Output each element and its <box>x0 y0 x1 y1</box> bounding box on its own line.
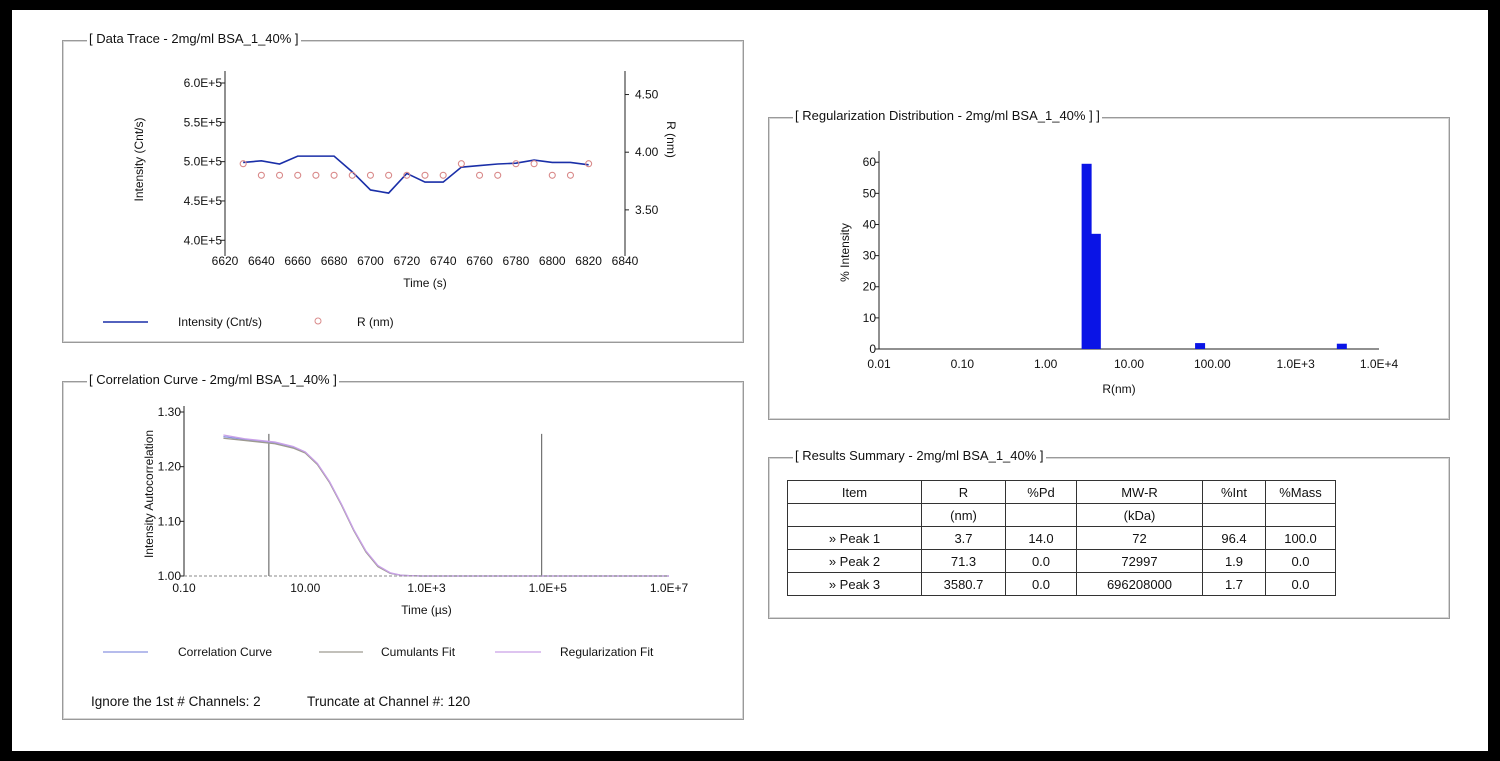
cell: 96.4 <box>1203 527 1266 550</box>
r-point <box>440 172 446 178</box>
distribution-bar <box>1195 343 1205 349</box>
y-axis-label: Intensity Autocorrelation <box>142 429 156 559</box>
cell: 0.0 <box>1006 550 1077 573</box>
cell: » Peak 3 <box>788 573 922 596</box>
cell: » Peak 2 <box>788 550 922 573</box>
cell: 1.9 <box>1203 550 1266 573</box>
x-tick-label: 0.10 <box>172 581 196 595</box>
y-tick-label: 1.00 <box>157 569 181 583</box>
cell: 100.0 <box>1266 527 1336 550</box>
x-axis-label: Time (s) <box>403 276 447 290</box>
distribution-bar <box>1091 234 1101 349</box>
y-tick-label: 5.5E+5 <box>183 115 222 130</box>
x-tick-label: 10.00 <box>290 581 321 595</box>
truncate-channel-text: Truncate at Channel #: 120 <box>307 694 471 709</box>
x-axis-label: Time (µs) <box>401 603 452 617</box>
r-point <box>477 172 483 178</box>
y-axis-label: % Intensity <box>838 223 852 282</box>
unit-mass <box>1266 504 1336 527</box>
r-point <box>295 172 301 178</box>
cell: 0.0 <box>1006 573 1077 596</box>
distribution-bar <box>1337 344 1347 349</box>
cell: 3580.7 <box>922 573 1006 596</box>
cell: 696208000 <box>1077 573 1203 596</box>
x-axis-label: R(nm) <box>1102 382 1136 396</box>
cell: 14.0 <box>1006 527 1077 550</box>
header-mw-r: MW-R <box>1077 481 1203 504</box>
distribution-bar <box>1082 164 1092 349</box>
header-pd: %Pd <box>1006 481 1077 504</box>
y2-tick-label: 4.00 <box>635 145 659 160</box>
unit-item <box>788 504 922 527</box>
x-tick-label: 6740 <box>429 254 457 268</box>
y-tick-label: 1.30 <box>157 405 181 419</box>
y-tick-label: 50 <box>862 186 876 201</box>
x-tick-label: 6680 <box>320 254 348 268</box>
y-tick-label: 40 <box>862 217 876 232</box>
regularization-panel <box>768 108 1450 420</box>
x-tick-label: 6640 <box>248 254 275 268</box>
regularization-title: [ Regularization Distribution - 2mg/ml BSA_1_40% ] ] <box>795 108 1100 123</box>
cell: 72 <box>1077 527 1203 550</box>
cell: 71.3 <box>922 550 1006 573</box>
ignore-channels-text: Ignore the 1st # Channels: 2 <box>91 694 261 709</box>
table-row <box>788 550 1336 573</box>
x-tick-label: 6720 <box>393 254 421 268</box>
r-point <box>258 172 264 178</box>
regularization-chart <box>769 118 1449 419</box>
x-tick-label: 6780 <box>502 254 530 268</box>
r-point <box>549 172 555 178</box>
y-tick-label: 60 <box>862 155 876 170</box>
table-row <box>788 527 1336 550</box>
r-point <box>386 172 392 178</box>
x-tick-label: 6840 <box>611 254 639 268</box>
x-tick-label: 1.0E+7 <box>649 581 689 595</box>
header-item: Item <box>788 481 922 504</box>
unit-pd <box>1006 504 1077 527</box>
legend-label-0: Correlation Curve <box>178 645 273 659</box>
x-tick-label: 6820 <box>575 254 602 268</box>
r-point <box>349 172 355 178</box>
r-point <box>422 172 428 178</box>
y-tick-label: 20 <box>862 279 876 294</box>
legend-r-swatch <box>315 318 321 324</box>
y2-tick-label: 4.50 <box>635 87 659 102</box>
series-line-0 <box>223 437 669 576</box>
y-axis-label: Intensity (Cnt/s) <box>132 117 146 202</box>
y-tick-label: 10 <box>862 310 876 325</box>
x-tick-label: 1.00 <box>1033 357 1058 371</box>
data-trace-panel <box>62 31 744 343</box>
unit-int <box>1203 504 1266 527</box>
table-units-row <box>788 504 1336 527</box>
table-row <box>788 573 1336 596</box>
correlation-title: [ Correlation Curve - 2mg/ml BSA_1_40% ] <box>89 372 337 387</box>
r-point <box>313 172 319 178</box>
y-tick-label: 1.10 <box>157 514 181 529</box>
cell: 0.0 <box>1266 550 1336 573</box>
unit-mw-r: (kDa) <box>1077 504 1203 527</box>
header-mass: %Mass <box>1266 481 1336 504</box>
header-int: %Int <box>1203 481 1266 504</box>
legend-intensity-label: Intensity (Cnt/s) <box>178 315 263 329</box>
x-tick-label: 10.00 <box>1113 357 1145 371</box>
y2-axis-label: R (nm) <box>664 121 678 158</box>
series-line-1 <box>223 438 669 576</box>
y-tick-label: 5.0E+5 <box>183 154 222 169</box>
legend-r-label: R (nm) <box>357 315 394 329</box>
x-tick-label: 1.0E+3 <box>407 581 446 595</box>
r-point <box>495 172 501 178</box>
unit-r: (nm) <box>922 504 1006 527</box>
results-panel <box>768 448 1450 619</box>
r-point <box>367 172 373 178</box>
x-tick-label: 6660 <box>284 254 312 268</box>
x-tick-label: 6760 <box>466 254 493 268</box>
correlation-panel <box>62 372 744 720</box>
x-tick-label: 6800 <box>538 254 566 268</box>
x-tick-label: 6620 <box>211 254 239 268</box>
results-title: [ Results Summary - 2mg/ml BSA_1_40% ] <box>795 448 1044 463</box>
r-point <box>331 172 337 178</box>
y-tick-label: 4.5E+5 <box>183 193 222 208</box>
y-tick-label: 4.0E+5 <box>183 233 222 248</box>
y-tick-label: 0 <box>869 342 876 356</box>
y-tick-label: 1.20 <box>157 459 181 474</box>
cell: 0.0 <box>1266 573 1336 596</box>
x-tick-label: 1.0E+5 <box>528 581 567 595</box>
x-tick-label: 6700 <box>357 254 384 268</box>
r-point <box>567 172 573 178</box>
y2-tick-label: 3.50 <box>635 202 659 217</box>
r-point <box>458 161 464 167</box>
x-tick-label: 1.0E+3 <box>1276 357 1315 371</box>
results-table <box>787 480 1336 596</box>
series-line-2 <box>223 435 669 576</box>
report-canvas <box>12 10 1488 751</box>
cell: » Peak 1 <box>788 527 922 550</box>
x-tick-label: 0.01 <box>867 357 891 371</box>
x-tick-label: 100.00 <box>1193 357 1231 371</box>
y-tick-label: 6.0E+5 <box>183 76 222 90</box>
cell: 1.7 <box>1203 573 1266 596</box>
header-r: R <box>922 481 1006 504</box>
x-tick-label: 0.10 <box>950 357 975 371</box>
cell: 72997 <box>1077 550 1203 573</box>
legend-label-2: Regularization Fit <box>560 645 654 659</box>
r-point <box>277 172 283 178</box>
legend-label-1: Cumulants Fit <box>381 645 456 659</box>
y-tick-label: 30 <box>862 248 876 263</box>
cell: 3.7 <box>922 527 1006 550</box>
correlation-chart <box>63 382 743 719</box>
data-trace-chart <box>63 41 743 342</box>
r-point <box>531 161 537 167</box>
table-header-row <box>788 481 1336 504</box>
data-trace-title: [ Data Trace - 2mg/ml BSA_1_40% ] <box>89 31 299 46</box>
x-tick-label: 1.0E+4 <box>1359 357 1399 371</box>
